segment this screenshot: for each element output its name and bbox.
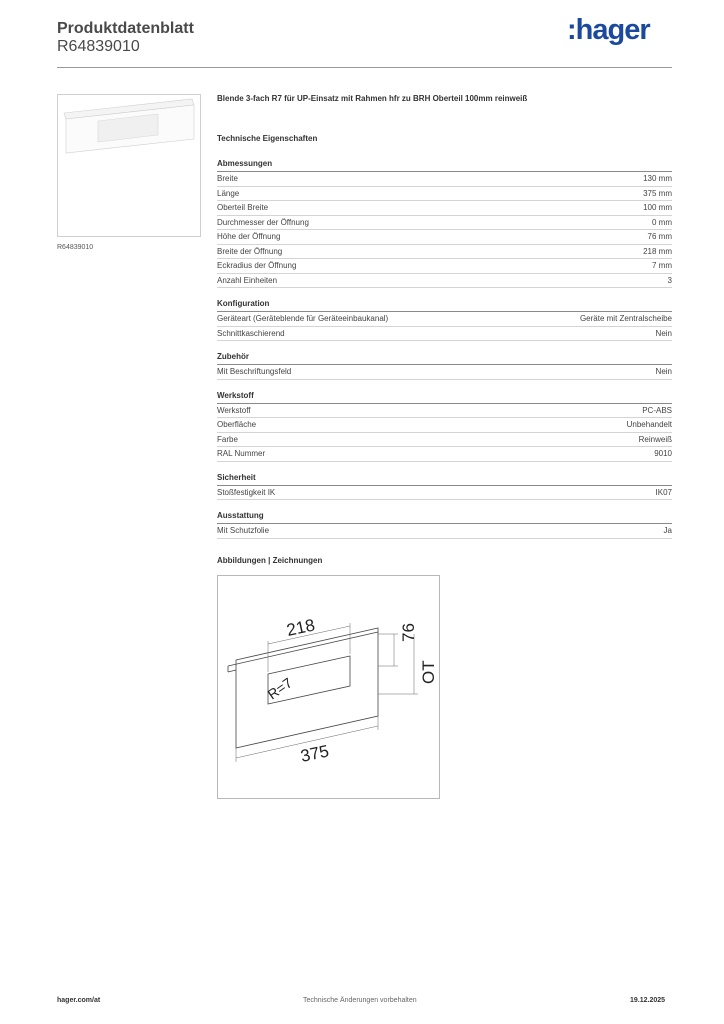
article-number: R64839010: [57, 38, 140, 55]
dim-height-label: 76: [399, 623, 418, 642]
property-label: Höhe der Öffnung: [217, 232, 281, 241]
property-value: 0 mm: [652, 217, 672, 227]
property-label: Breite der Öffnung: [217, 246, 283, 256]
property-row: [217, 327, 672, 342]
product-thumbnail: [57, 94, 201, 237]
property-row: [217, 259, 672, 274]
product-title: Blende 3-fach R7 für UP-Einsatz mit Rahmen hfr zu BRH Oberteil 100mm reinweiß: [217, 94, 528, 103]
property-value: 3: [667, 275, 672, 285]
property-label: Farbe: [217, 434, 238, 444]
property-row: [217, 365, 672, 380]
section-title: Werkstoff: [217, 391, 672, 404]
footer-disclaimer: Technische Änderungen vorbehalten: [303, 997, 417, 1004]
section-zubehör: [217, 352, 672, 380]
property-value: 76 mm: [647, 232, 672, 241]
section-abmessungen: [217, 159, 672, 288]
dim-radius-label: R=7: [264, 674, 296, 703]
property-value: Geräte mit Zentralscheibe: [579, 314, 672, 323]
property-row: [217, 404, 672, 419]
property-value: Nein: [655, 328, 672, 338]
technical-heading: Technische Eigenschaften: [217, 134, 318, 143]
section-title: Abmessungen: [217, 159, 672, 172]
section-title: Zubehör: [217, 352, 672, 365]
property-label: Schnittkaschierend: [217, 328, 285, 338]
figure-title: Abbildungen | Zeichnungen: [217, 556, 323, 565]
property-label: Breite: [217, 174, 238, 183]
property-value: IK07: [655, 487, 672, 497]
footer-website[interactable]: hager.com/at: [57, 997, 101, 1004]
properties-sections: [217, 159, 672, 539]
property-value: Nein: [655, 367, 672, 376]
property-value: 130 mm: [643, 174, 672, 183]
dim-width-label: 218: [284, 615, 317, 640]
section-sicherheit: [217, 473, 672, 501]
property-value: Ja: [663, 526, 672, 535]
property-row: [217, 524, 672, 539]
property-value: 218 mm: [643, 246, 672, 256]
property-row: [217, 274, 672, 289]
property-label: Durchmesser der Öffnung: [217, 217, 309, 227]
dim-ot-label: OT: [419, 660, 438, 684]
product-details: [217, 94, 672, 550]
property-row: [217, 187, 672, 202]
property-value: 100 mm: [643, 203, 672, 212]
property-label: Länge: [217, 188, 240, 198]
property-label: Mit Schutzfolie: [217, 526, 270, 535]
property-label: Oberfläche: [217, 420, 257, 429]
property-value: 375 mm: [643, 188, 672, 198]
property-label: Eckradius der Öffnung: [217, 261, 297, 270]
property-row: [217, 447, 672, 462]
property-row: [217, 230, 672, 245]
property-value: 7 mm: [652, 261, 672, 270]
property-row: [217, 312, 672, 327]
property-row: [217, 172, 672, 187]
property-label: Anzahl Einheiten: [217, 275, 278, 285]
section-ausstattung: [217, 511, 672, 539]
property-label: RAL Nummer: [217, 449, 266, 458]
property-row: [217, 216, 672, 231]
property-value: Unbehandelt: [626, 420, 672, 429]
section-title: Konfiguration: [217, 299, 672, 312]
drawing-plate-outline: [236, 628, 378, 748]
dim-length-label: 375: [298, 741, 331, 766]
property-label: Werkstoff: [217, 405, 251, 415]
property-label: Stoßfestigkeit IK: [217, 487, 276, 497]
thumbnail-caption: R64839010: [57, 244, 94, 251]
hager-logo: :hager: [567, 14, 650, 46]
section-konfiguration: [217, 299, 672, 341]
property-row: [217, 486, 672, 501]
property-label: Oberteil Breite: [217, 203, 269, 212]
section-title: Ausstattung: [217, 511, 672, 524]
section-werkstoff: [217, 391, 672, 462]
section-title: Sicherheit: [217, 473, 672, 486]
property-label: Mit Beschriftungsfeld: [217, 367, 292, 376]
page-title: Produktdatenblatt: [57, 20, 194, 37]
property-row: [217, 433, 672, 448]
header-divider: [57, 67, 672, 68]
property-value: PC-ABS: [642, 405, 672, 415]
logo-text: hager: [575, 14, 650, 46]
property-row: [217, 418, 672, 433]
property-row: [217, 201, 672, 216]
property-value: 9010: [654, 449, 672, 458]
drawing-plate-edge: [228, 632, 378, 666]
property-row: [217, 245, 672, 260]
property-value: Reinweiß: [638, 434, 672, 444]
property-label: Geräteart (Geräteblende für Geräteeinbaukanal): [217, 314, 389, 323]
technical-drawing: [217, 575, 440, 799]
footer-date: 19.12.2025: [630, 997, 666, 1004]
